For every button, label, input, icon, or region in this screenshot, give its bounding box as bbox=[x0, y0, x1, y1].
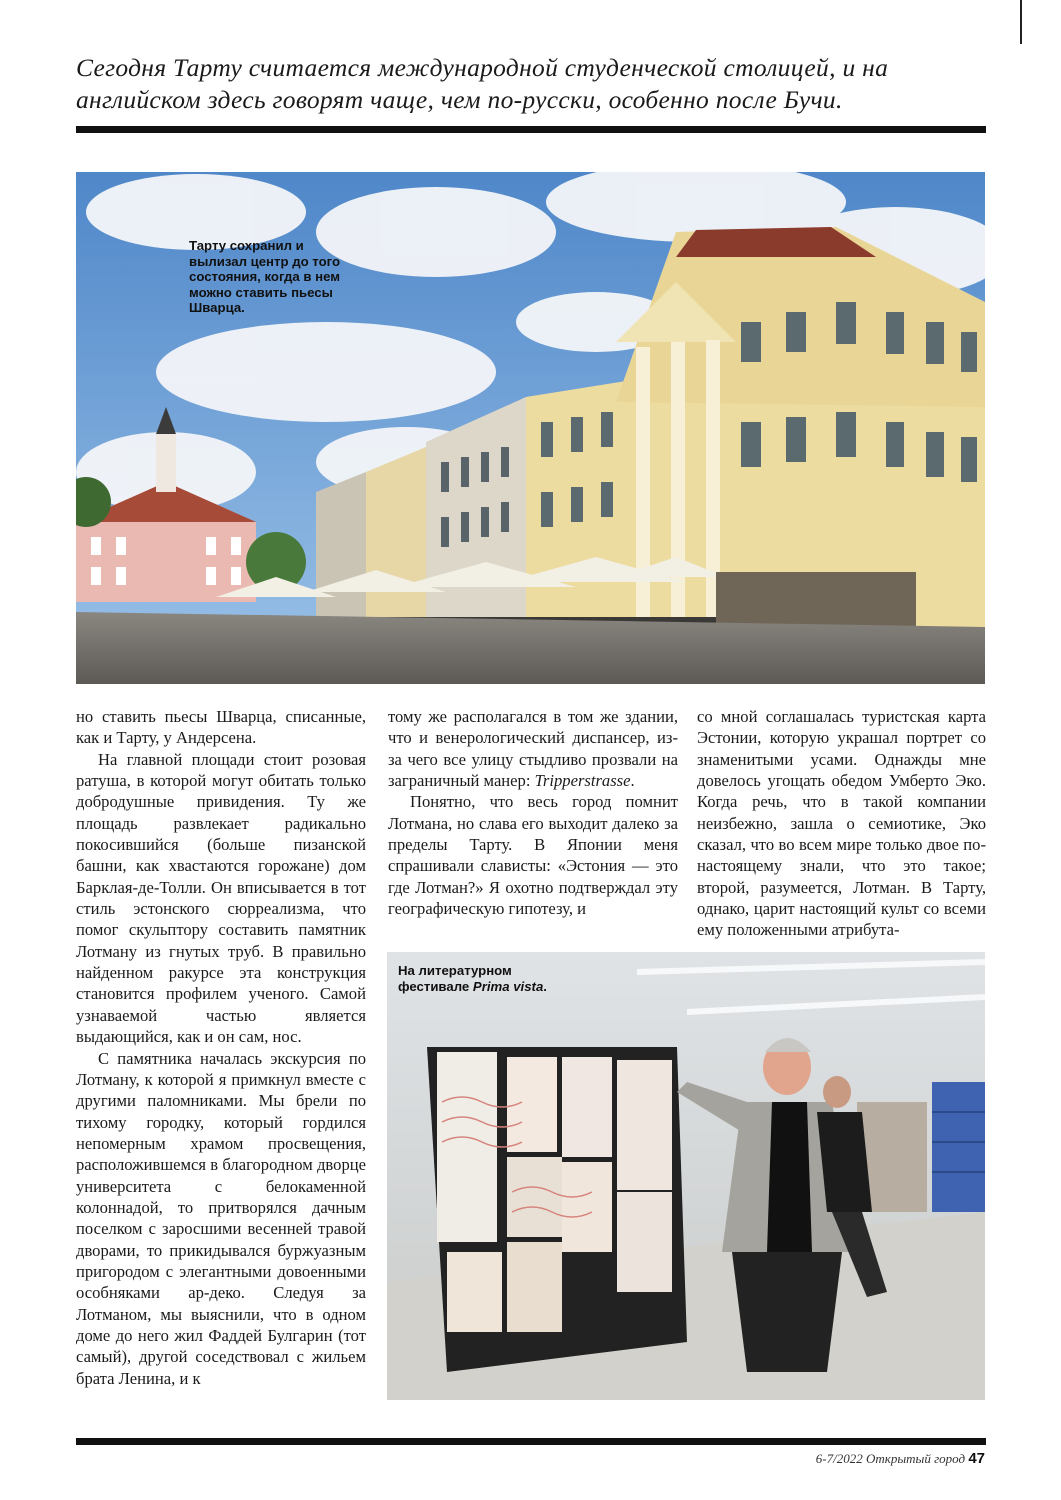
article-column-1 bbox=[76, 706, 366, 1389]
column2-text: тому же располагался в том же здании, что и венерологический диспансер, из-за чего все улицу стыдливо прозвали на заграничный манер: bbox=[388, 707, 678, 791]
column1-paragraph: С памятника началась экскурсия по Лотману, к которой я примкнул вместе с другими паломниками. Мы брели по тихому городку, который гордился непомерным храмом просвещения, расположившемся в благородном дворце университета с белокаменной колоннадой, то притворялся дачным поселком с заросшими весенней травой дворами, то прикидывался буржуазным пригородом с элегантными довоенными особняками ар-деко. Следуя за Лотманом, мы выяснили, что в одном доме до него жил Фаддей Булгарин (тот самый), другой соседствовал с жильем брата Ленина, и к bbox=[76, 1048, 366, 1388]
column2-text-end: . bbox=[630, 771, 635, 791]
column3-paragraph: со мной соглашалась туристская карта Эстонии, которую украшал портрет со знаменитыми усами. Однажды мне довелось угощать обедом Умберто Эко. Когда речь, что в такой компании неизбежно, зашла о семиотике, Эко сказал, что во всем мире только двое по-настоящему знали, что это такое; второй, разумеется, Лотман. В Тарту, однако, царит настоящий культ со всеми ему положенными атрибута- bbox=[697, 707, 986, 940]
photo-prima-vista-festival bbox=[387, 952, 985, 1400]
column2-paragraph: Понятно, что весь город помнит Лотмана, но слава его выходит далеко за пределы Тарту. В Японии меня спрашивали слависты: «Эстония — это где Лотман?» Я охотно подтверждал эту географическую гипотезу, и bbox=[388, 792, 678, 919]
page-number: 47 bbox=[968, 1450, 985, 1467]
page-footer bbox=[816, 1450, 985, 1467]
column1-paragraph: но ставить пьесы Шварца, списанные, как и Тарту, у Андерсена. bbox=[76, 707, 366, 748]
photo2-caption bbox=[398, 963, 548, 994]
issue-label: 6-7/2022 Открытый город bbox=[815, 1451, 966, 1466]
caption-text: На литературном фестивале bbox=[398, 963, 512, 994]
page-edge-rule bbox=[1020, 0, 1022, 44]
article-column-2 bbox=[388, 706, 678, 919]
footer-rule bbox=[76, 1438, 986, 1445]
article-column-3 bbox=[697, 706, 986, 941]
column1-paragraph: На главной площади стоит розовая ратуша, в которой могут обитать только добродушные привидения. Ту же площадь развлекает радикально покосившийся (больше пизанской башни, как хвастаются горожане) дом Барклая-де-Толли. Он вписывается в тот стиль эстонского сюрреализма, что помог скульптору составить памятник Лотману из гнутых труб. В правильно найденном ракурсе эта конструкция становится профилем ученого. Самой узнаваемой частью является выдающийся, как и он сам, нос. bbox=[76, 749, 366, 1047]
photo1-caption: Тарту сохранил и вылизал центр до того состояния, когда в нем можно ставить пьесы Шварца. bbox=[189, 238, 340, 316]
lead-quote: Сегодня Тарту считается международной студенческой столицей, и на английском здесь говорят чаще, чем по-русски, особенно после Бучи. bbox=[76, 53, 889, 114]
caption-end: . bbox=[543, 978, 547, 994]
header-rule bbox=[76, 126, 986, 133]
festival-name: Prima vista bbox=[472, 978, 544, 994]
street-name: Tripperstrasse bbox=[534, 771, 631, 791]
column2-paragraph bbox=[388, 706, 678, 791]
